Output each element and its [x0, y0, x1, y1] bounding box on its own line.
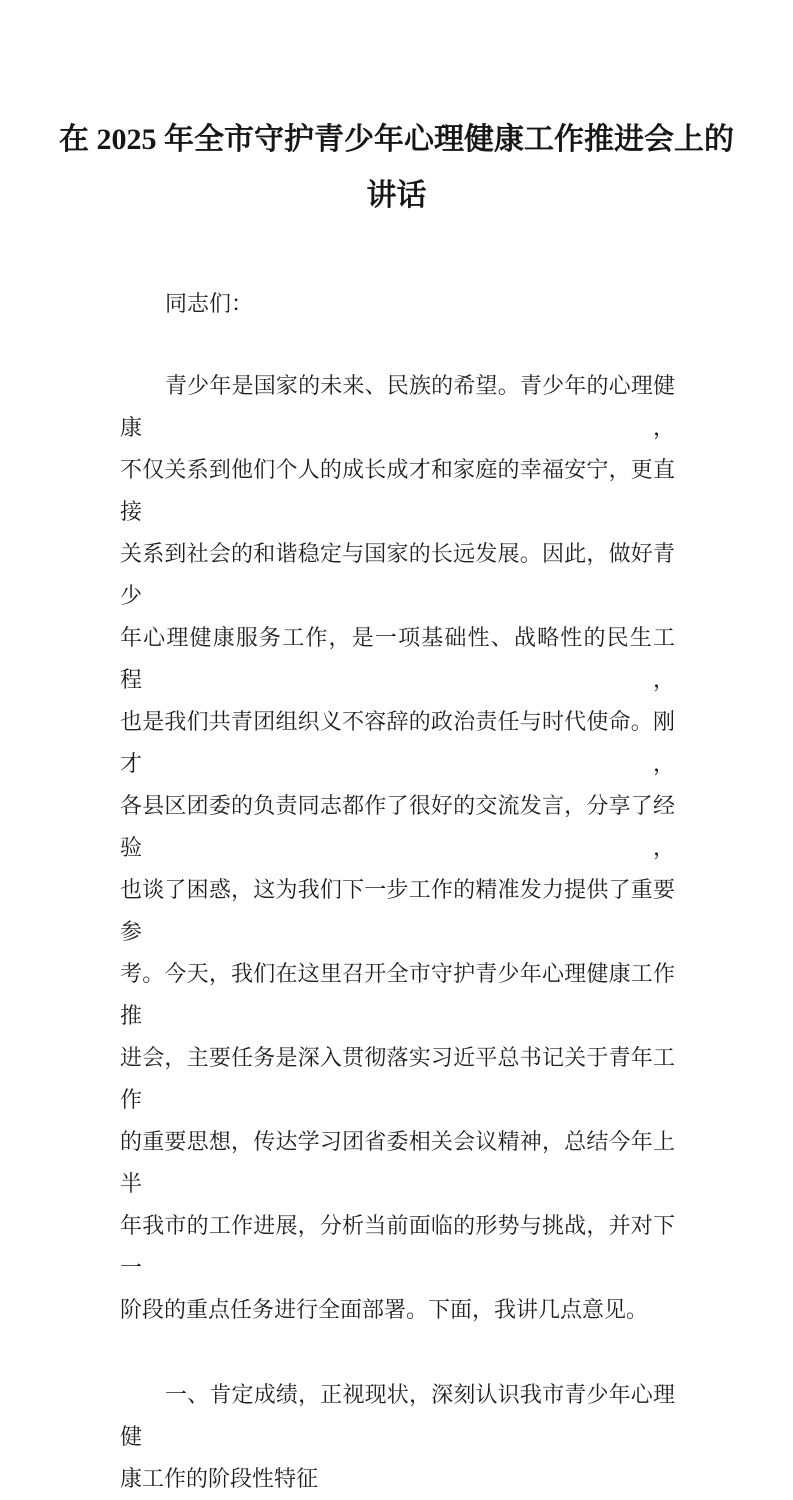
paragraph-line: 青少年是国家的未来、民族的希望。青少年的心理健康，: [120, 373, 675, 440]
paragraph-line: 不仅关系到他们个人的成长成才和家庭的幸福安宁，更直接: [120, 457, 675, 524]
paragraph-line: 年心理健康服务工作，是一项基础性、战略性的民生工程，: [120, 625, 675, 692]
paragraph-line: 的重要思想，传达学习团省委相关会议精神，总结今年上半: [120, 1129, 675, 1196]
title-line-2: 讲话: [366, 179, 427, 212]
heading-line: 一、肯定成绩，正视现状，深刻认识我市青少年心理健: [120, 1382, 675, 1449]
paragraph-line: 进会，主要任务是深入贯彻落实习近平总书记关于青年工作: [120, 1045, 675, 1112]
body-paragraph: [120, 365, 675, 1331]
paragraph-line: 也谈了困惑，这为我们下一步工作的精准发力提供了重要参: [120, 877, 675, 944]
paragraph-line: 也是我们共青团组织义不容辞的政治责任与时代使命。刚才，: [120, 709, 675, 776]
paragraph-line: 阶段的重点任务进行全面部署。下面，我讲几点意见。: [120, 1297, 649, 1322]
paragraph-line: 各县区团委的负责同志都作了很好的交流发言，分享了经验，: [120, 793, 675, 860]
salutation-text: 同志们：: [165, 291, 254, 316]
paragraph-line: 年我市的工作进展，分析当前面临的形势与挑战，并对下一: [120, 1213, 675, 1280]
title-line-1: 在 2025 年全市守护青少年心理健康工作推进会上的: [59, 123, 734, 156]
paragraph-line: 关系到社会的和谐稳定与国家的长远发展。因此，做好青少: [120, 541, 675, 608]
paragraph-line: 考。今天，我们在这里召开全市守护青少年心理健康工作推: [120, 961, 675, 1028]
document-title: [0, 0, 793, 224]
section-heading: [120, 1374, 675, 1500]
salutation: [120, 283, 675, 325]
heading-line: 康工作的阶段性特征: [120, 1466, 319, 1491]
